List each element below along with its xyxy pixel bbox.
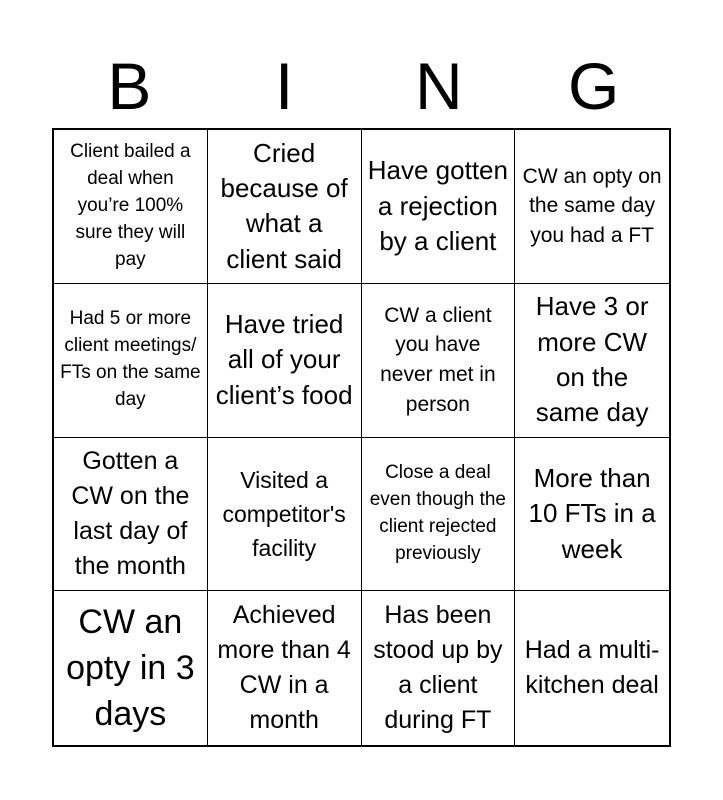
bingo-cell-1-1[interactable]: Client bailed a deal when you’re 100% sure they will pay	[54, 130, 208, 284]
bingo-cell-1-2[interactable]: Cried because of what a client said	[208, 130, 362, 284]
bingo-cell-3-1[interactable]: Gotten a CW on the last day of the month	[54, 438, 208, 592]
header-letter-b: B	[107, 49, 152, 123]
bingo-cell-4-1[interactable]: CW an opty in 3 days	[54, 591, 208, 745]
bingo-cell-3-4[interactable]: More than 10 FTs in a week	[515, 438, 669, 592]
header-letter-n: N	[415, 49, 463, 123]
bingo-cell-2-4[interactable]: Have 3 or more CW on the same day	[515, 284, 669, 438]
bingo-cell-4-3[interactable]: Has been stood up by a client during FT	[362, 591, 516, 745]
bingo-header	[52, 48, 671, 124]
header-letter-g: G	[567, 49, 620, 123]
bingo-cell-4-2[interactable]: Achieved more than 4 CW in a month	[208, 591, 362, 745]
bingo-cell-4-4[interactable]: Had a multi-kitchen deal	[524, 636, 660, 700]
bingo-cell-2-1[interactable]: Had 5 or more client meetings/ FTs on the same day	[54, 284, 208, 438]
bingo-cell-1-3[interactable]: Have gotten a rejection by a client	[362, 130, 516, 284]
bingo-cell-1-4[interactable]: CW an opty on the same day you had a FT	[515, 130, 669, 284]
bingo-cell-2-2[interactable]: Have tried all of your client’s food	[208, 284, 362, 438]
bingo-board	[52, 128, 671, 747]
bingo-cell-3-2[interactable]: Visited a competitor's facility	[208, 438, 362, 592]
bingo-cell-2-3[interactable]: CW a client you have never met in person	[362, 284, 516, 438]
bingo-cell-3-3[interactable]: Close a deal even though the client rejected previously	[362, 438, 516, 592]
header-letter-i: I	[274, 49, 294, 123]
